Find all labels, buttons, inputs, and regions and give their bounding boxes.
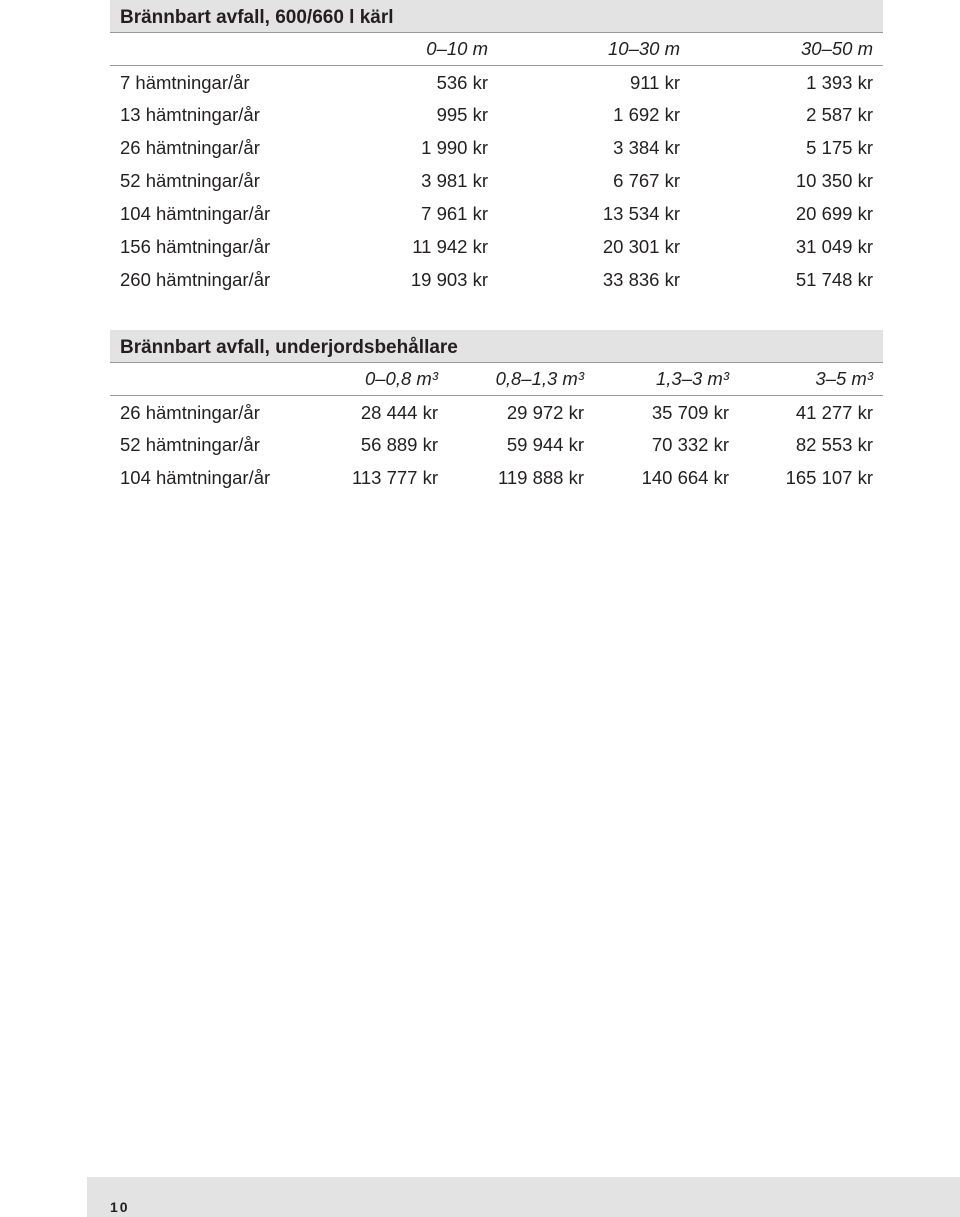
table-row: [110, 98, 883, 131]
table-header-row: [110, 363, 883, 395]
price-cell: 536 kr: [436, 71, 488, 93]
price-cell: 6 767 kr: [613, 169, 680, 191]
page-number: 10: [110, 1199, 130, 1215]
row-label: 260 hämtningar/år: [120, 268, 271, 290]
price-cell: 911 kr: [629, 71, 680, 93]
table-row: [110, 263, 883, 296]
table-row: [110, 131, 883, 164]
price-cell: 51 748 kr: [795, 268, 873, 290]
table-row: [110, 65, 883, 98]
row-label: 156 hämtningar/år: [120, 235, 271, 257]
row-label: 7 hämtningar/år: [120, 71, 250, 93]
price-cell: 59 944 kr: [506, 433, 584, 455]
row-label: 52 hämtningar/år: [120, 169, 260, 191]
section-title: Brännbart avfall, underjordsbehållare: [110, 330, 883, 363]
column-header: [110, 363, 300, 395]
row-label: 26 hämtningar/år: [120, 136, 260, 158]
price-cell: 20 699 kr: [795, 202, 873, 224]
price-cell: 11 942 kr: [412, 235, 488, 257]
price-cell: 31 049 kr: [795, 235, 873, 257]
section-title: Brännbart avfall, 600/660 l kärl: [110, 0, 883, 33]
price-table: [110, 33, 883, 296]
price-cell: 1 692 kr: [613, 103, 680, 125]
price-cell: 3 981 kr: [421, 169, 488, 191]
column-header: 3–5 m³: [739, 363, 883, 395]
column-header: 10–30 m: [498, 33, 690, 65]
price-cell: 2 587 kr: [806, 103, 873, 125]
column-header: 1,3–3 m³: [594, 363, 739, 395]
price-cell: 1 990 kr: [421, 136, 488, 158]
column-header: 0–10 m: [315, 33, 498, 65]
column-header: 0–0,8 m³: [300, 363, 448, 395]
price-cell: 995 kr: [436, 103, 488, 125]
price-cell: 20 301 kr: [602, 235, 680, 257]
price-cell: 119 888 kr: [497, 466, 584, 488]
row-label: 104 hämtningar/år: [120, 202, 271, 224]
table-row: [110, 395, 883, 428]
row-label: 104 hämtningar/år: [120, 466, 271, 488]
price-cell: 56 889 kr: [360, 433, 438, 455]
price-cell: 7 961 kr: [421, 202, 488, 224]
price-cell: 113 777 kr: [351, 466, 438, 488]
table-header-row: [110, 33, 883, 65]
footer-bar: [87, 1177, 960, 1217]
section-600-660-bins: [110, 0, 883, 296]
price-cell: 82 553 kr: [795, 433, 873, 455]
price-cell: 1 393 kr: [806, 71, 873, 93]
price-cell: 5 175 kr: [806, 136, 873, 158]
table-row: [110, 164, 883, 197]
column-header: 30–50 m: [690, 33, 883, 65]
price-cell: 3 384 kr: [613, 136, 680, 158]
price-cell: 13 534 kr: [602, 202, 680, 224]
table-row: [110, 428, 883, 461]
row-label: 26 hämtningar/år: [120, 401, 260, 423]
price-cell: 28 444 kr: [360, 401, 438, 423]
column-header: 0,8–1,3 m³: [448, 363, 594, 395]
section-underground-containers: [110, 330, 883, 494]
price-cell: 165 107 kr: [785, 466, 873, 488]
price-cell: 35 709 kr: [651, 401, 729, 423]
price-cell: 41 277 kr: [795, 401, 873, 423]
row-label: 13 hämtningar/år: [120, 103, 260, 125]
price-cell: 19 903 kr: [410, 268, 488, 290]
price-cell: 70 332 kr: [651, 433, 729, 455]
table-row: [110, 461, 883, 494]
price-cell: 29 972 kr: [506, 401, 584, 423]
price-cell: 33 836 kr: [602, 268, 680, 290]
price-table: [110, 363, 883, 494]
price-cell: 140 664 kr: [641, 466, 729, 488]
table-row: [110, 230, 883, 263]
column-header: [110, 33, 315, 65]
table-row: [110, 197, 883, 230]
row-label: 52 hämtningar/år: [120, 433, 260, 455]
price-cell: 10 350 kr: [795, 169, 873, 191]
